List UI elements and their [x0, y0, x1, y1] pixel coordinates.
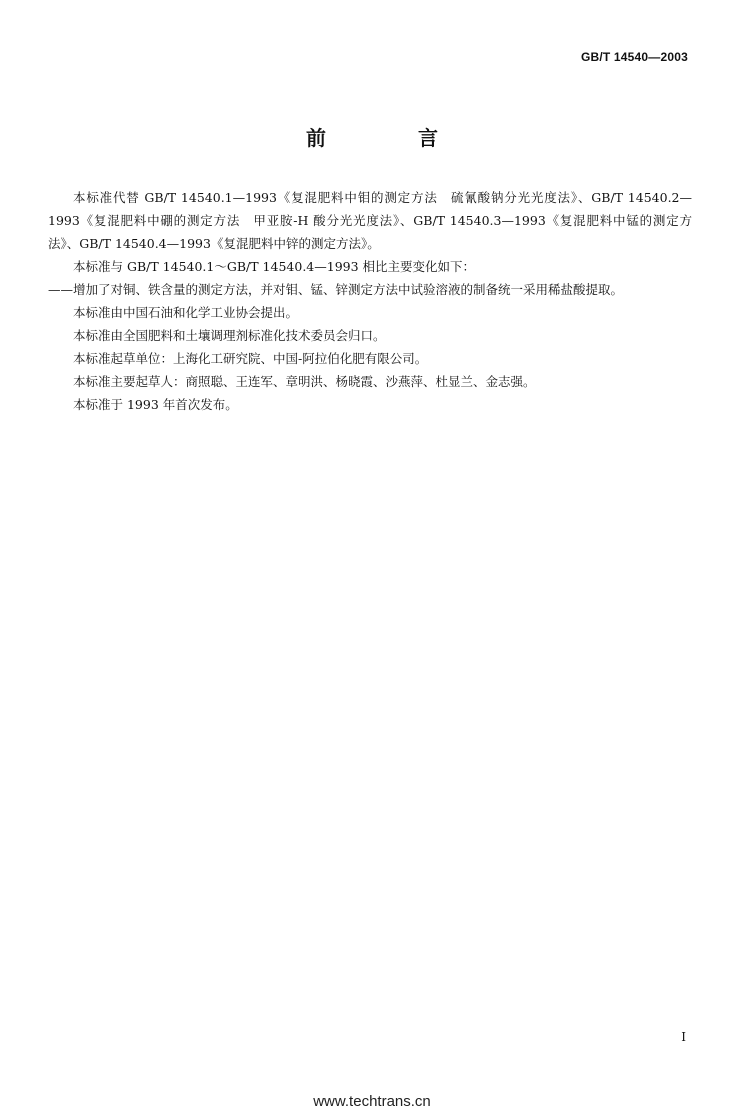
paragraph-first-published: 本标准于 1993 年首次发布。 — [73, 397, 238, 412]
page-title: 前 言 — [306, 126, 474, 150]
paragraph-changes-intro: 本标准与 GB/T 14540.1～GB/T 14540.4—1993 相比主要变化如下： — [73, 259, 476, 274]
paragraph-proposer: 本标准由中国石油和化学工业协会提出。 — [73, 305, 299, 320]
paragraph-drafting-units: 本标准起草单位：上海化工研究院、中国-阿拉伯化肥有限公司。 — [73, 351, 428, 366]
footer-url: www.techtrans.cn — [313, 1093, 431, 1110]
paragraph-replacement: 本标准代替 GB/T 14540.1—1993《复混肥料中钼的测定方法 硫氰酸钠分光光度法》、GB/T 14540.2—1993《复混肥料中硼的测定方法 甲亚胺-H 酸分光光度法》、GB/T 14540.3—1993《复混肥料中锰的测定方法》、GB/T 14540.4—1993《复混肥料中锌的测定方法》。 — [48, 190, 692, 251]
standard-code: GB/T 14540—2003 — [580, 50, 688, 64]
page-number: I — [681, 1030, 686, 1044]
change-item: ——增加了对铜、铁含量的测定方法，并对钼、锰、锌测定方法中试验溶液的制备统一采用稀盐酸提取。 — [48, 282, 624, 297]
paragraph-drafters: 本标准主要起草人：商照聪、王连军、章明洪、杨晓霞、沙燕萍、杜显兰、金志强。 — [73, 374, 536, 389]
paragraph-committee: 本标准由全国肥料和土壤调理剂标准化技术委员会归口。 — [73, 328, 386, 343]
foreword-body — [48, 186, 692, 416]
